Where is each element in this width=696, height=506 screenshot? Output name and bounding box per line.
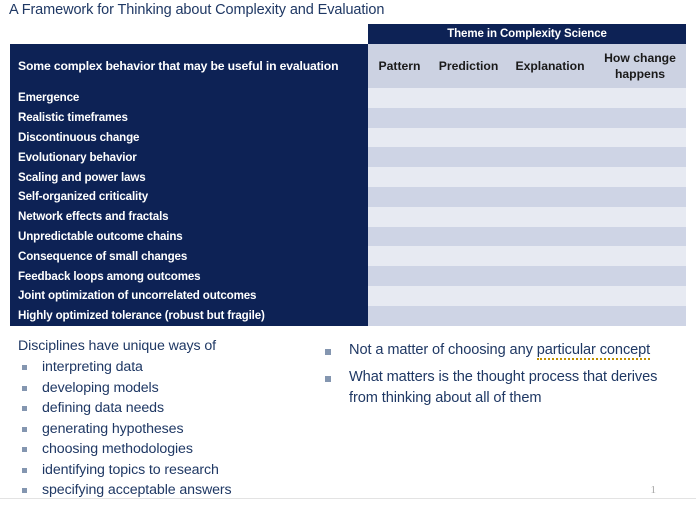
table-cell[interactable] — [506, 207, 594, 227]
table-cell[interactable] — [431, 128, 506, 148]
table-cell[interactable] — [506, 88, 594, 108]
table-cell[interactable] — [431, 227, 506, 247]
disciplines-column — [18, 336, 318, 501]
table-cell[interactable] — [368, 286, 431, 306]
table-head — [10, 24, 686, 88]
table-row-label: Discontinuous change — [10, 128, 368, 148]
list-item — [322, 340, 684, 362]
table-row-label: Network effects and fractals — [10, 207, 368, 227]
square-bullet-icon — [22, 447, 27, 452]
list-item — [18, 439, 318, 460]
table-cell[interactable] — [368, 246, 431, 266]
table-row-label: Emergence — [10, 88, 368, 108]
complexity-matrix-table — [10, 24, 686, 326]
takeaways-bullet-list — [322, 340, 684, 410]
table-cell[interactable] — [431, 108, 506, 128]
table-cell[interactable] — [431, 246, 506, 266]
table-cell[interactable] — [368, 187, 431, 207]
disciplines-lead-text: Disciplines have unique ways of — [18, 338, 216, 354]
table-row — [10, 167, 686, 187]
square-bullet-icon — [325, 376, 331, 382]
table-group-header-row — [10, 24, 686, 44]
square-bullet-icon — [325, 349, 331, 355]
table-row-label: Consequence of small changes — [10, 246, 368, 266]
footer-divider — [0, 498, 696, 499]
table-cell[interactable] — [506, 266, 594, 286]
list-item — [18, 419, 318, 440]
table-body — [10, 88, 686, 326]
table-cell[interactable] — [506, 246, 594, 266]
table-cell[interactable] — [594, 128, 686, 148]
table-row — [10, 108, 686, 128]
table-cell[interactable] — [594, 187, 686, 207]
list-item-label: specifying acceptable answers — [42, 482, 232, 498]
table-cell[interactable] — [506, 108, 594, 128]
list-item-label: interpreting data — [42, 359, 143, 375]
list-item-label: Not a matter of choosing any — [349, 342, 537, 358]
square-bullet-icon — [22, 406, 27, 411]
table-cell[interactable] — [594, 207, 686, 227]
table-row-label: Evolutionary behavior — [10, 147, 368, 167]
table-row — [10, 227, 686, 247]
square-bullet-icon — [22, 427, 27, 432]
table-cell[interactable] — [431, 306, 506, 326]
table-column-header-explanation: Explanation — [506, 44, 594, 88]
table-cell[interactable] — [368, 108, 431, 128]
table-cell[interactable] — [594, 286, 686, 306]
takeaways-column — [322, 340, 684, 415]
table-cell[interactable] — [368, 147, 431, 167]
table-row-label: Realistic timeframes — [10, 108, 368, 128]
table-row — [10, 266, 686, 286]
table-row-label: Joint optimization of uncorrelated outcomes — [10, 286, 368, 306]
table-cell[interactable] — [594, 306, 686, 326]
square-bullet-icon — [22, 488, 27, 493]
table-cell[interactable] — [431, 167, 506, 187]
page-title: A Framework for Thinking about Complexity and Evaluation — [9, 2, 385, 18]
table-row — [10, 147, 686, 167]
list-item — [18, 357, 318, 378]
table-cell[interactable] — [594, 147, 686, 167]
table-cell[interactable] — [594, 88, 686, 108]
disciplines-bullet-list — [18, 357, 318, 501]
list-item-label: generating hypotheses — [42, 420, 184, 437]
table-row-label: Highly optimized tolerance (robust but fragile) — [10, 306, 368, 326]
table-row-header-label: Some complex behavior that may be useful in evaluation — [10, 44, 368, 88]
square-bullet-icon — [22, 386, 27, 391]
table-row — [10, 187, 686, 207]
table-row — [10, 306, 686, 326]
table-cell[interactable] — [431, 286, 506, 306]
table-cell[interactable] — [506, 128, 594, 148]
square-bullet-icon — [22, 365, 27, 370]
list-item-label: identifying topics to research — [42, 461, 219, 478]
table-cell[interactable] — [368, 266, 431, 286]
table-group-header: Theme in Complexity Science — [368, 24, 686, 44]
square-bullet-icon — [22, 468, 27, 473]
list-item-label: What matters is the thought process that derives from thinking about all of them — [349, 368, 658, 406]
table-cell[interactable] — [506, 167, 594, 187]
table-row — [10, 286, 686, 306]
table-cell[interactable] — [368, 88, 431, 108]
table-row — [10, 207, 686, 227]
table-row — [10, 246, 686, 266]
table-row-label: Unpredictable outcome chains — [10, 227, 368, 247]
table-cell[interactable] — [594, 108, 686, 128]
table-cell[interactable] — [431, 266, 506, 286]
list-item-label: defining data needs — [42, 400, 164, 416]
bottom-content-area — [0, 332, 696, 498]
list-item — [18, 398, 318, 419]
table-cell[interactable] — [506, 286, 594, 306]
table-column-header-how-change-happens: How change happens — [594, 44, 686, 88]
table-cell[interactable] — [506, 187, 594, 207]
table-column-header-row — [10, 44, 686, 88]
table-column-header-pattern: Pattern — [368, 44, 431, 88]
list-item — [18, 378, 318, 399]
table-cell[interactable] — [594, 227, 686, 247]
page-number: 1 — [650, 484, 656, 496]
table-cell[interactable] — [506, 147, 594, 167]
table-cell[interactable] — [431, 88, 506, 108]
table-cell[interactable] — [431, 147, 506, 167]
table-row-label: Scaling and power laws — [10, 167, 368, 187]
spellcheck-marked-text[interactable]: particular concept — [536, 342, 651, 358]
table-cell[interactable] — [368, 227, 431, 247]
table-cell[interactable] — [368, 207, 431, 227]
table-cell[interactable] — [594, 246, 686, 266]
table-cell[interactable] — [506, 227, 594, 247]
table-column-header-prediction: Prediction — [431, 44, 506, 88]
list-item — [322, 367, 684, 410]
table-cell[interactable] — [431, 187, 506, 207]
table-row-label: Feedback loops among outcomes — [10, 266, 368, 286]
table-cell[interactable] — [368, 167, 431, 187]
table-cell[interactable] — [506, 306, 594, 326]
table-cell[interactable] — [431, 207, 506, 227]
list-item — [18, 460, 318, 481]
list-item-label: developing models — [42, 379, 159, 396]
table-row-label: Self-organized criticality — [10, 187, 368, 207]
table-cell[interactable] — [368, 306, 431, 326]
list-item-label: choosing methodologies — [42, 441, 193, 457]
table-row — [10, 88, 686, 108]
table-cell[interactable] — [594, 167, 686, 187]
table-cell[interactable] — [368, 128, 431, 148]
table-corner-blank — [10, 24, 368, 44]
table-row — [10, 128, 686, 148]
table-cell[interactable] — [594, 266, 686, 286]
